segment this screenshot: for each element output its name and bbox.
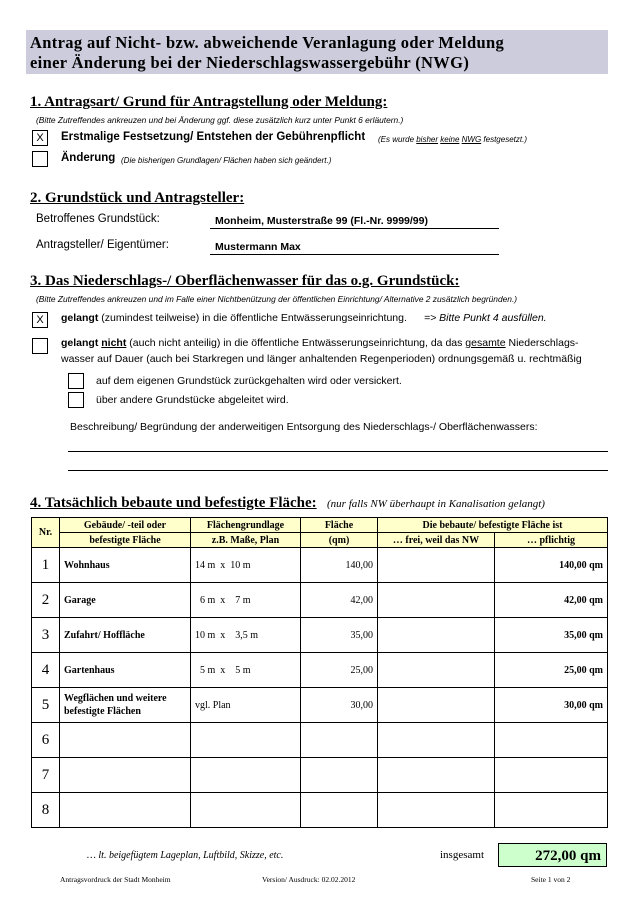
row-nr: 5	[32, 688, 60, 723]
row-flaeche[interactable]	[301, 793, 378, 828]
grundstueck-underline	[210, 228, 499, 229]
row-flaeche[interactable]: 35,00	[301, 618, 378, 653]
row-flaeche[interactable]	[301, 723, 378, 758]
section-3-heading: 3. Das Niederschlags-/ Oberflächenwasser für das o.g. Grundstück:	[30, 273, 460, 289]
row-dims[interactable]: vgl. Plan	[191, 688, 301, 723]
row-name[interactable]	[60, 793, 191, 828]
row-name[interactable]	[60, 758, 191, 793]
option-gelangt-label: gelangt (zumindest teilweise) in die öffentliche Entwässerungseinrichtung.	[61, 312, 407, 324]
column-header-gebaeude: Gebäude/ -teil oder	[60, 518, 191, 533]
section-3-note: (Bitte Zutreffendes ankreuzen und im Falle einer Nichtbenützung der öffentlichen Einrichtung/ Alternative 2 zusätzlich begründen.)	[36, 294, 518, 304]
column-header-nr: Nr.	[32, 518, 60, 548]
checkbox-abgeleitet[interactable]	[68, 392, 84, 408]
footer-left: Antragsvordruck der Stadt Monheim	[60, 875, 171, 884]
row-dims[interactable]	[191, 758, 301, 793]
row-pflichtig[interactable]: 35,00 qm	[495, 618, 608, 653]
table-row	[32, 723, 608, 758]
option-aenderung-note: (Die bisherigen Grundlagen/ Flächen haben sich geändert.)	[121, 156, 332, 165]
row-name[interactable]	[60, 723, 191, 758]
form-title-line-1: Antrag auf Nicht- bzw. abweichende Veranlagung oder Meldung	[30, 33, 505, 52]
option-gelangt-nicht-line-2: wasser auf Dauer (auch bei Starkregen und länger anhaltenden Regenperioden) ordnungsgemäß u. rechtmäßig	[61, 353, 582, 365]
beschreibung-line-2[interactable]	[68, 470, 608, 471]
option-zurueckgehalten-label: auf dem eigenen Grundstück zurückgehalten wird oder versickert.	[96, 375, 402, 387]
row-pflichtig[interactable]: 25,00 qm	[495, 653, 608, 688]
row-nr: 3	[32, 618, 60, 653]
antragsteller-label: Antragsteller/ Eigentümer:	[36, 239, 169, 251]
row-dims[interactable]: 6 m x 7 m	[191, 583, 301, 618]
row-frei[interactable]	[378, 758, 495, 793]
row-name[interactable]: Wohnhaus	[60, 548, 191, 583]
row-flaeche[interactable]: 140,00	[301, 548, 378, 583]
column-header-grundlage-2: z.B. Maße, Plan	[191, 533, 301, 548]
row-dims[interactable]: 10 m x 3,5 m	[191, 618, 301, 653]
table-row	[32, 548, 608, 583]
row-nr: 7	[32, 758, 60, 793]
section-1-note: (Bitte Zutreffendes ankreuzen und bei Änderung ggf. diese zusätzlich kurz unter Punkt 6 erläutern.)	[36, 115, 404, 125]
grundstueck-value[interactable]: Monheim, Musterstraße 99 (Fl.-Nr. 9999/99)	[215, 215, 428, 227]
antragsteller-underline	[210, 254, 499, 255]
row-frei[interactable]	[378, 688, 495, 723]
section-1-heading: 1. Antragsart/ Grund für Antragstellung oder Meldung:	[30, 94, 388, 110]
row-nr: 8	[32, 793, 60, 828]
option-abgeleitet-label: über andere Grundstücke abgeleitet wird.	[96, 394, 289, 406]
attachment-note: … lt. beigefügtem Lageplan, Luftbild, Skizze, etc.	[87, 850, 284, 861]
row-pflichtig[interactable]: 30,00 qm	[495, 688, 608, 723]
row-name[interactable]: Wegflächen und weitere befestigte Flächen	[60, 688, 191, 723]
beschreibung-line-1[interactable]	[68, 451, 608, 452]
option-aenderung-label: Änderung	[61, 152, 116, 164]
column-header-grundlage: Flächengrundlage	[191, 518, 301, 533]
row-dims[interactable]	[191, 793, 301, 828]
row-dims[interactable]: 5 m x 5 m	[191, 653, 301, 688]
column-header-bebaute: Die bebaute/ befestigte Fläche ist	[378, 518, 608, 533]
option-gelangt-nicht-line-1: gelangt nicht (auch nicht anteilig) in die öffentliche Entwässerungseinrichtung, da das gesamte Niederschlags-	[61, 337, 579, 349]
table-row	[32, 793, 608, 828]
row-frei[interactable]	[378, 548, 495, 583]
row-frei[interactable]	[378, 793, 495, 828]
row-flaeche[interactable]: 25,00	[301, 653, 378, 688]
option-erstmalige-festsetzung-note: (Es wurde bisher keine NWG festgesetzt.)	[378, 135, 527, 144]
row-nr: 6	[32, 723, 60, 758]
row-pflichtig[interactable]	[495, 793, 608, 828]
row-nr: 2	[32, 583, 60, 618]
row-pflichtig[interactable]: 140,00 qm	[495, 548, 608, 583]
checkbox-zurueckgehalten[interactable]	[68, 373, 84, 389]
checkbox-aenderung[interactable]	[32, 151, 48, 167]
grundstueck-label: Betroffenes Grundstück:	[36, 213, 160, 225]
row-name[interactable]: Gartenhaus	[60, 653, 191, 688]
row-frei[interactable]	[378, 583, 495, 618]
table-row	[32, 618, 608, 653]
row-dims[interactable]: 14 m x 10 m	[191, 548, 301, 583]
antragsteller-value[interactable]: Mustermann Max	[215, 241, 301, 253]
row-dims[interactable]	[191, 723, 301, 758]
total-label: insgesamt	[440, 849, 484, 861]
checkbox-erstmalige-festsetzung[interactable]: X	[32, 130, 48, 146]
column-header-gebaeude-2: befestigte Fläche	[60, 533, 191, 548]
row-frei[interactable]	[378, 618, 495, 653]
table-row	[32, 758, 608, 793]
row-frei[interactable]	[378, 723, 495, 758]
row-flaeche[interactable]: 42,00	[301, 583, 378, 618]
table-row	[32, 688, 608, 723]
row-pflichtig[interactable]: 42,00 qm	[495, 583, 608, 618]
column-header-frei: … frei, weil das NW	[378, 533, 495, 548]
flaechen-table	[31, 517, 608, 828]
section-4-heading: 4. Tatsächlich bebaute und befestigte Fläche:	[30, 495, 317, 511]
row-flaeche[interactable]: 30,00	[301, 688, 378, 723]
beschreibung-label: Beschreibung/ Begründung der anderweitigen Entsorgung des Niederschlags-/ Oberflächenwassers:	[70, 421, 538, 433]
section-4-heading-note: (nur falls NW überhaupt in Kanalisation gelangt)	[327, 498, 545, 510]
row-nr: 1	[32, 548, 60, 583]
checkbox-gelangt[interactable]: X	[32, 312, 48, 328]
total-value: 272,00 qm	[498, 843, 607, 867]
column-header-flaeche: Fläche	[301, 518, 378, 533]
row-name[interactable]: Zufahrt/ Hoffläche	[60, 618, 191, 653]
row-flaeche[interactable]	[301, 758, 378, 793]
footer-right: Seite 1 von 2	[531, 875, 571, 884]
footer-center: Version/ Ausdruck: 02.02.2012	[262, 875, 356, 884]
section-2-heading: 2. Grundstück und Antragsteller:	[30, 190, 245, 206]
option-erstmalige-festsetzung-label: Erstmalige Festsetzung/ Entstehen der Gebührenpflicht	[61, 131, 366, 143]
column-header-pflichtig: … pflichtig	[495, 533, 608, 548]
column-header-flaeche-2: (qm)	[301, 533, 378, 548]
row-nr: 4	[32, 653, 60, 688]
checkbox-gelangt-nicht[interactable]	[32, 338, 48, 354]
option-gelangt-hint: => Bitte Punkt 4 ausfüllen.	[424, 312, 547, 324]
table-row	[32, 583, 608, 618]
row-name[interactable]: Garage	[60, 583, 191, 618]
form-title-line-2: einer Änderung bei der Niederschlagswassergebühr (NWG)	[30, 53, 470, 72]
row-pflichtig[interactable]	[495, 723, 608, 758]
row-frei[interactable]	[378, 653, 495, 688]
row-pflichtig[interactable]	[495, 758, 608, 793]
table-row	[32, 653, 608, 688]
